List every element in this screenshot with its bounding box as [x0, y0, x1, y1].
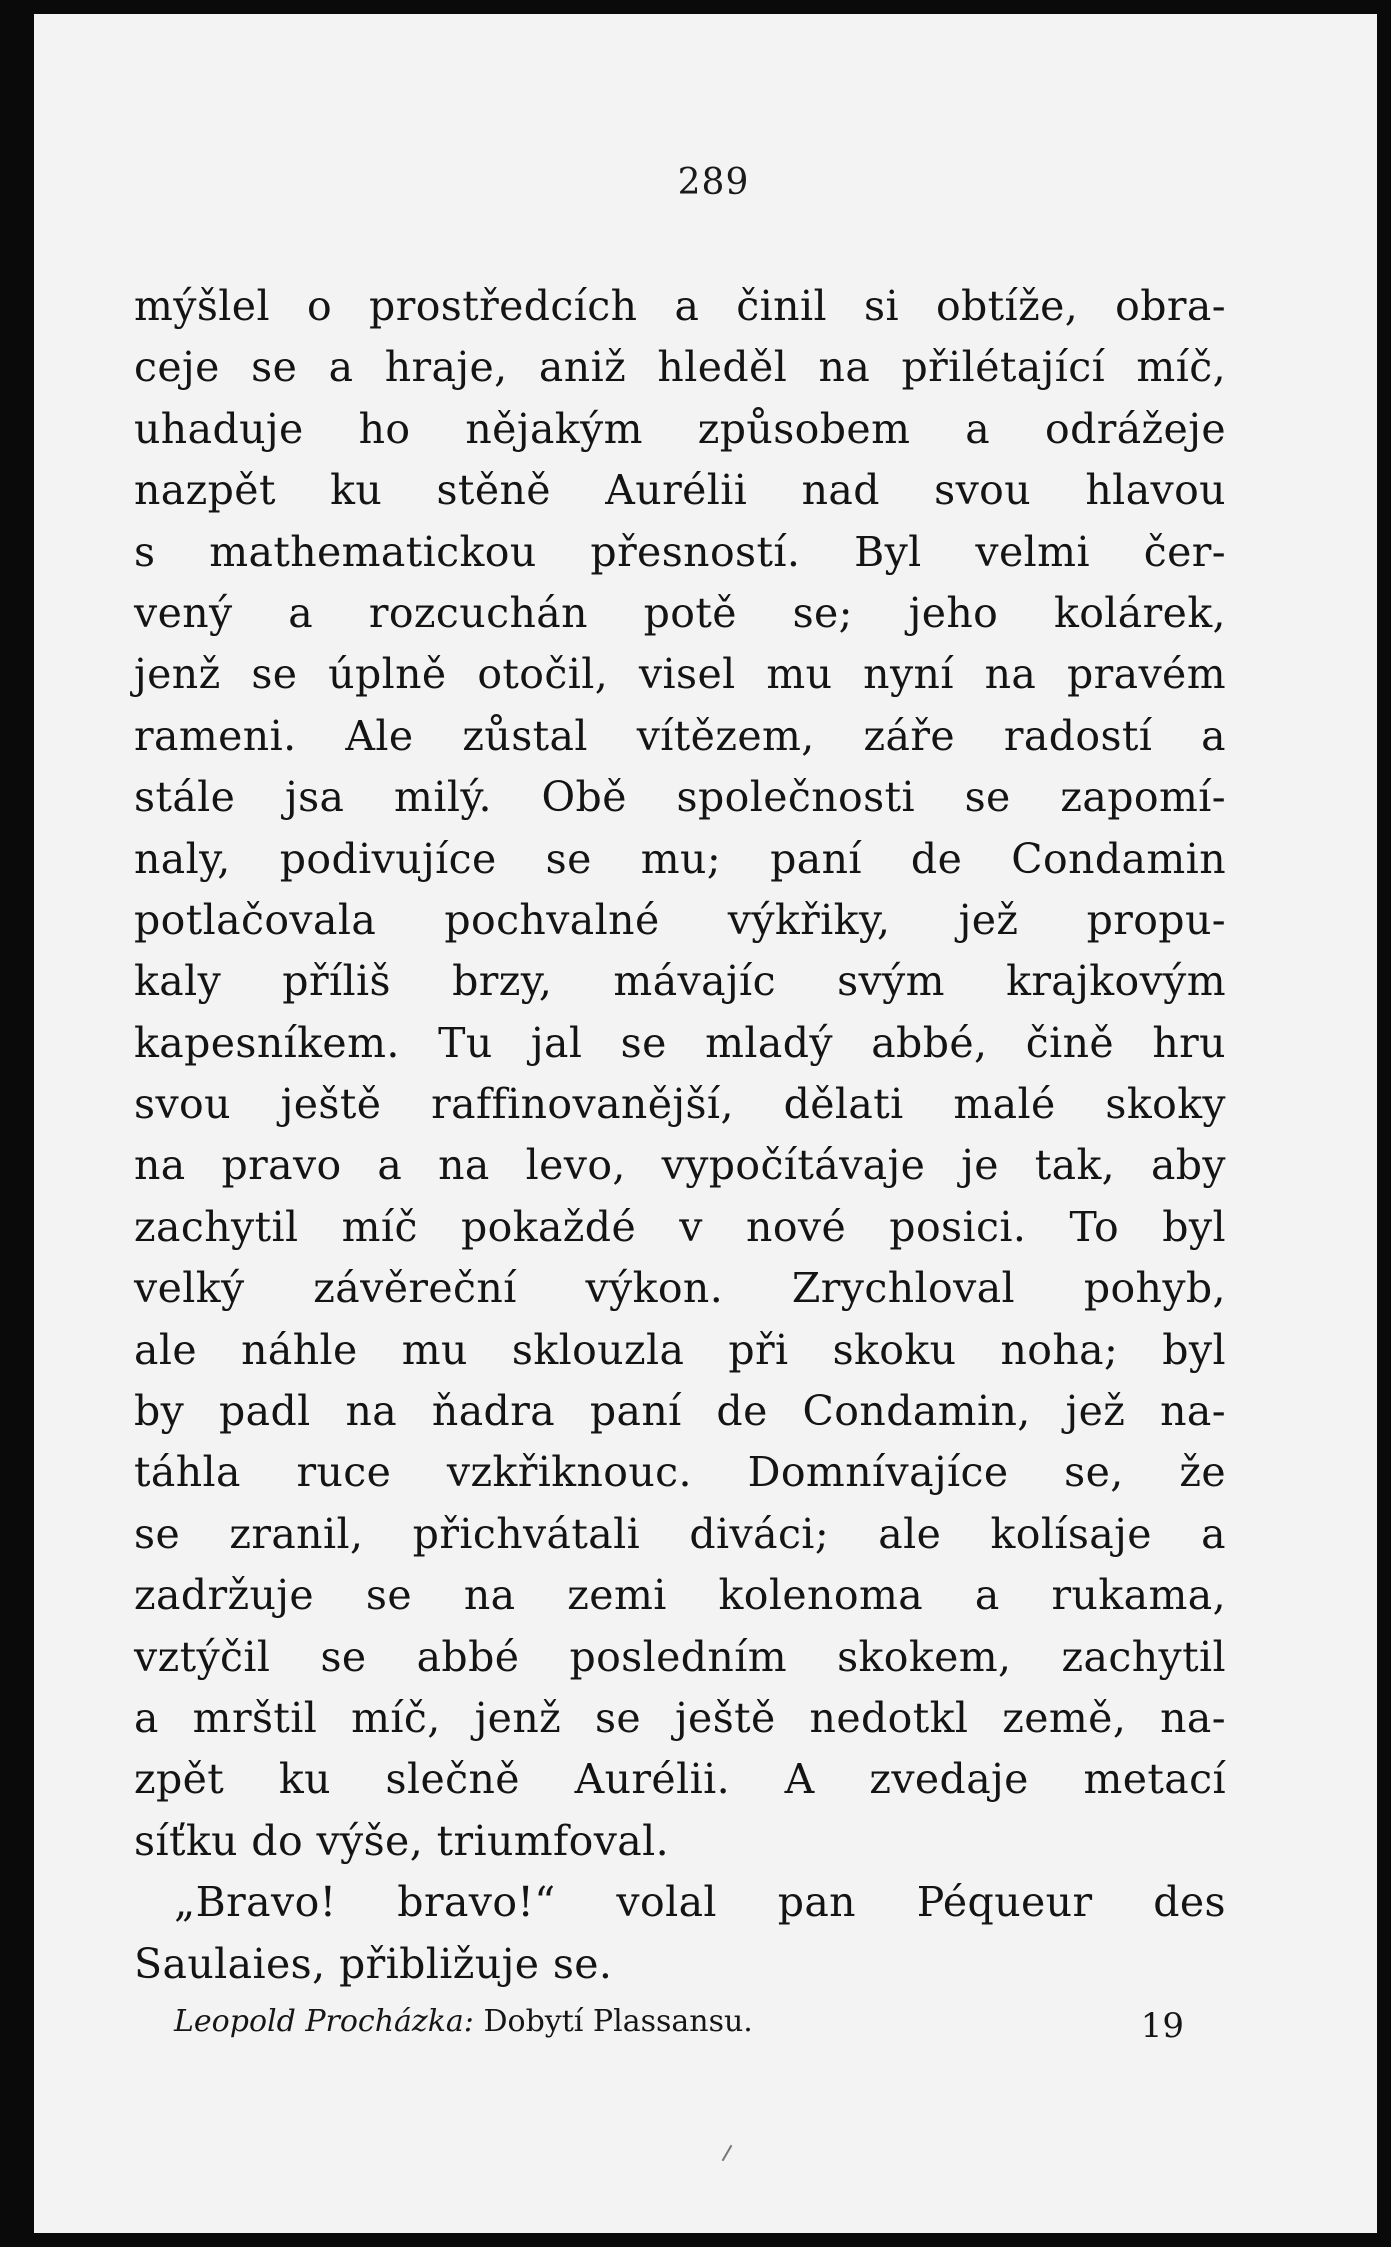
- text-line: zadržuje se na zemi kolenoma a rukama,: [134, 1571, 1226, 1620]
- page-number: 289: [677, 162, 750, 203]
- text-line: vený a rozcuchán potě se; jeho kolárek,: [134, 588, 1226, 637]
- text-line: nazpět ku stěně Aurélii nad svou hlavou: [134, 466, 1226, 515]
- text-line: se zranil, přichvátali diváci; ale kolísaje a: [134, 1509, 1226, 1558]
- page-footer: [174, 2004, 1184, 2046]
- text-line: potlačovala pochvalné výkřiky, jež propu-: [134, 895, 1226, 944]
- book-page: [34, 14, 1377, 2233]
- text-line: kapesníkem. Tu jal se mladý abbé, čině hru: [134, 1018, 1226, 1067]
- stray-mark: [722, 2145, 733, 2162]
- text-line: s mathematickou přesností. Byl velmi čer-: [134, 527, 1226, 576]
- text-line: kaly příliš brzy, mávajíc svým krajkovým: [134, 957, 1226, 1006]
- text-line: ale náhle mu sklouzla při skoku noha; byl: [134, 1325, 1226, 1374]
- text-line: síťku do výše, triumfoval.: [134, 1816, 670, 1865]
- text-line: na pravo a na levo, vypočítávaje je tak, aby: [134, 1141, 1226, 1190]
- footer-book-title: Dobytí Plassansu.: [483, 2004, 753, 2039]
- text-line: zpět ku slečně Aurélii. A zvedaje metací: [134, 1755, 1226, 1804]
- body-text: [134, 276, 1226, 1995]
- text-line: svou ještě raffinovanější, dělati malé skoky: [134, 1080, 1226, 1129]
- text-line: jenž se úplně otočil, visel mu nyní na pravém: [134, 650, 1226, 699]
- text-line: ceje se a hraje, aniž hleděl na přilétající míč,: [134, 343, 1226, 392]
- footer-author: Leopold Procházka:: [174, 2004, 474, 2039]
- text-line: uhaduje ho nějakým způsobem a odrážeje: [134, 404, 1226, 453]
- text-line: stále jsa milý. Obě společnosti se zapomí-: [134, 773, 1226, 822]
- text-line: rameni. Ale zůstal vítězem, záře radostí a: [134, 711, 1226, 760]
- text-line: táhla ruce vzkřiknouc. Domnívajíce se, že: [134, 1448, 1226, 1497]
- text-line: zachytil míč pokaždé v nové posici. To byl: [134, 1202, 1226, 1251]
- text-line: Saulaies, přibližuje se.: [134, 1939, 613, 1988]
- text-line: velký závěreční výkon. Zrychloval pohyb,: [134, 1264, 1226, 1313]
- text-line: mýšlel o prostředcích a činil si obtíže, obra-: [134, 282, 1226, 330]
- text-line: naly, podivujíce se mu; paní de Condamin: [134, 834, 1226, 883]
- text-line: „Bravo! bravo!“ volal pan Péqueur des: [174, 1878, 1226, 1927]
- text-line: vztýčil se abbé posledním skokem, zachytil: [134, 1632, 1226, 1681]
- text-line: a mrštil míč, jenž se ještě nedotkl země, na-: [134, 1693, 1226, 1742]
- signature-mark: 19: [1140, 2006, 1184, 2046]
- text-line: by padl na ňadra paní de Condamin, jež na-: [134, 1387, 1226, 1436]
